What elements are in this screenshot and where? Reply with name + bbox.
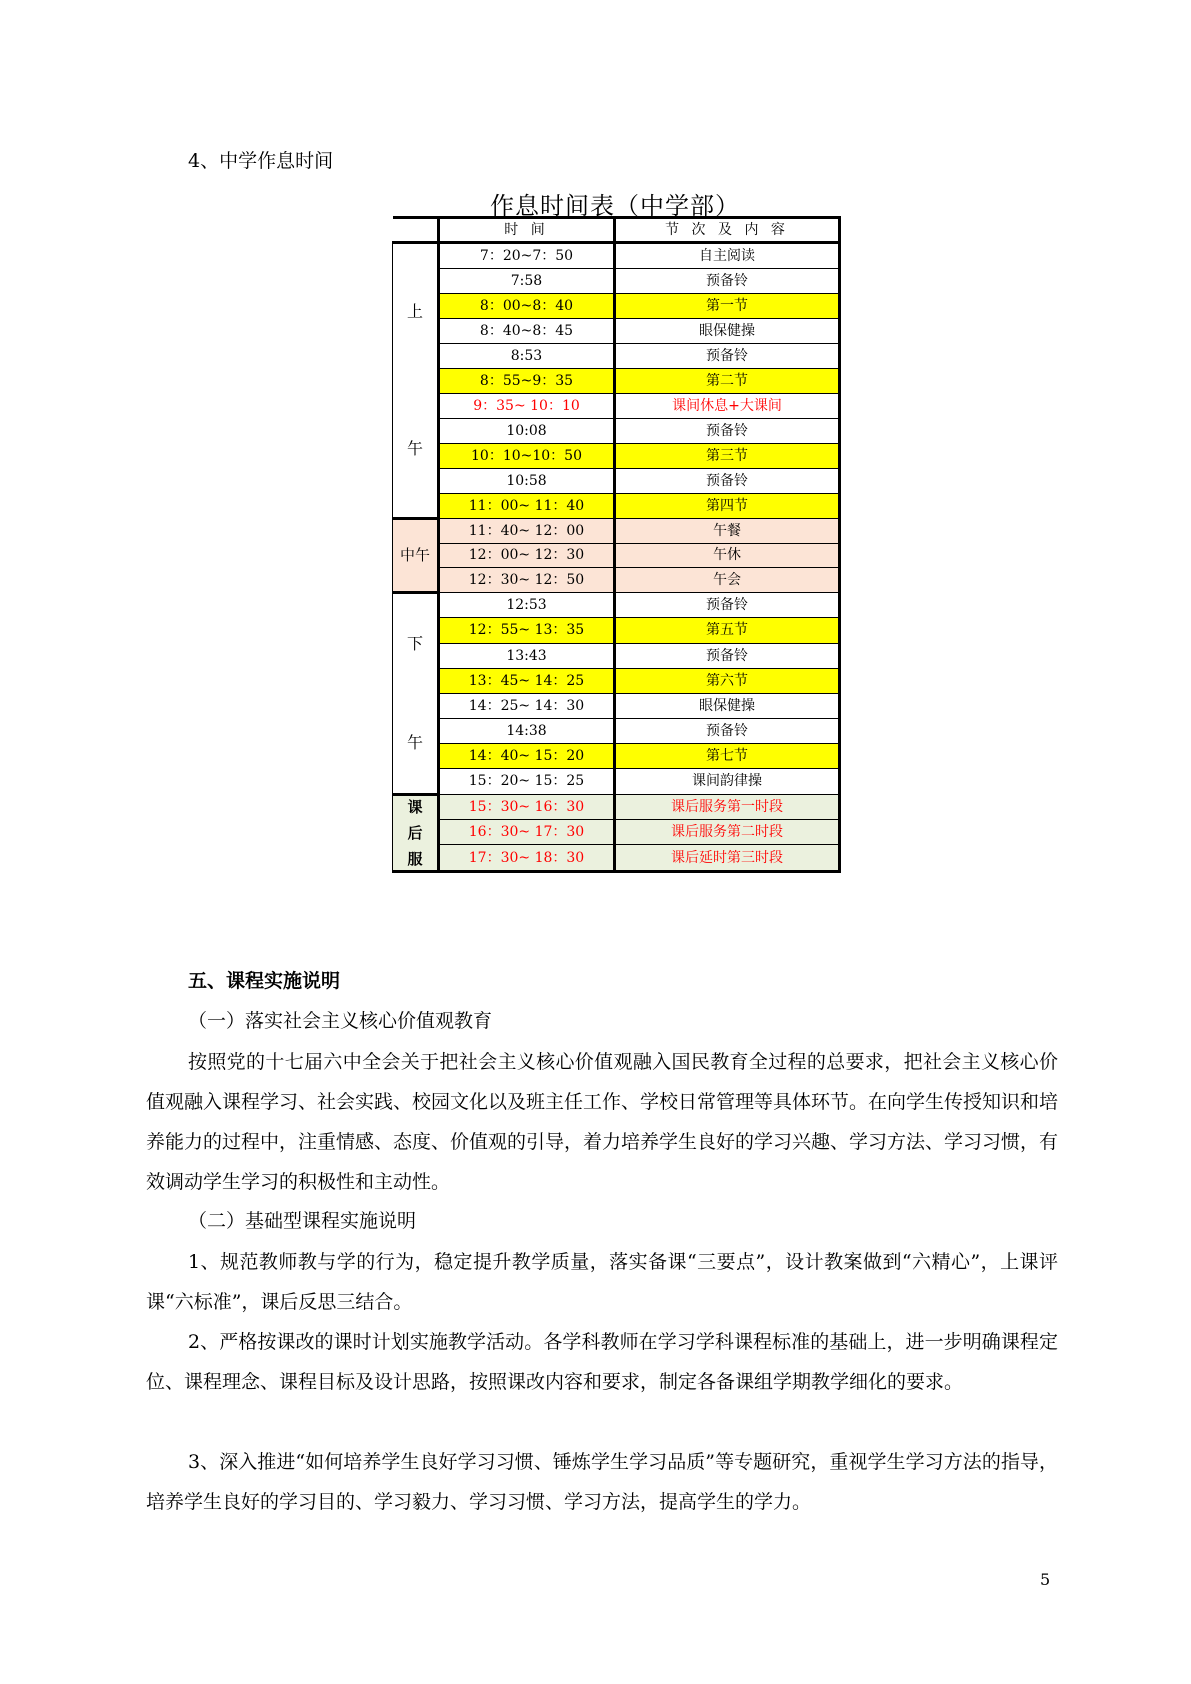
- content-cell: 午休: [615, 543, 840, 568]
- table-row: [393, 318, 840, 343]
- content-cell: 预备铃: [615, 719, 840, 744]
- time-cell: 9：35~ 10：10: [439, 393, 615, 418]
- table-header-row: [393, 218, 840, 243]
- time-cell: 8：00~8：40: [439, 293, 615, 318]
- content-cell: 午餐: [615, 518, 840, 543]
- header-content: 节 次 及 内 容: [615, 218, 840, 243]
- table-row: [393, 719, 840, 744]
- section5-para1: 按照党的十七届六中全会关于把社会主义核心价值观融入国民教育全过程的总要求，把社会主义核心价值观融入课程学习、社会实践、校园文化以及班主任工作、学校日常管理等具体环节。在向学生传授知识和培养能力的过程中，注重情感、态度、价值观的引导，着力培养学生良好的学习兴趣、学习方法、学习习惯，有效调动学生学习的积极性和主动性。: [146, 1051, 1059, 1193]
- content-cell: 第四节: [615, 493, 840, 518]
- section5-item3: 3、深入推进“如何培养学生良好学习习惯、锤炼学生学习品质”等专题研究，重视学生学习方法的指导，培养学生良好的学习目的、学习毅力、学习习惯、学习方法，提高学生的学力。: [146, 1451, 1058, 1513]
- content-cell: 第一节: [615, 293, 840, 318]
- content-cell: 预备铃: [615, 418, 840, 443]
- table-row: [393, 268, 840, 293]
- table-row: [393, 468, 840, 493]
- table-row: [393, 293, 840, 318]
- content-cell: 课后延时第三时段: [615, 845, 840, 871]
- table-row: [393, 668, 840, 693]
- section5-item2: 2、严格按课改的课时计划实施教学活动。各学科教师在学习学科课程标准的基础上，进一步明确课程定位、课程理念、课程目标及设计思路，按照课改内容和要求，制定各备课组学期教学细化的要求。: [146, 1331, 1058, 1393]
- time-cell: 10：10~10：50: [439, 443, 615, 468]
- content-cell: 课间韵律操: [615, 769, 840, 794]
- time-cell: 11：00~ 11：40: [439, 493, 615, 518]
- table-row: [393, 243, 840, 269]
- content-cell: 眼保健操: [615, 693, 840, 718]
- table-row: [393, 368, 840, 393]
- time-cell: 11：40~ 12：00: [439, 518, 615, 543]
- time-cell: 10:58: [439, 468, 615, 493]
- period-label-after-school: [393, 794, 439, 871]
- time-cell: 7:58: [439, 268, 615, 293]
- section5-item1: 1、规范教师教与学的行为，稳定提升教学质量，落实备课“三要点”，设计教案做到“六精心”，上课评课“六标准”，课后反思三结合。: [146, 1251, 1058, 1313]
- content-cell: 预备铃: [615, 468, 840, 493]
- time-cell: 8：40~8：45: [439, 318, 615, 343]
- period-char: 课: [407, 797, 423, 816]
- table-row: [393, 343, 840, 368]
- section5-sub2: （二）基础型课程实施说明: [188, 1210, 417, 1232]
- time-cell: 15：30~ 16：30: [439, 794, 615, 819]
- content-cell: 第二节: [615, 368, 840, 393]
- page-number: 5: [1040, 1570, 1051, 1589]
- time-cell: 16：30~ 17：30: [439, 820, 615, 845]
- time-cell: 14：25~ 14：30: [439, 693, 615, 718]
- content-cell: 第七节: [615, 744, 840, 769]
- content-cell: 午会: [615, 568, 840, 593]
- time-cell: 12：30~ 12：50: [439, 568, 615, 593]
- section5-title: 五、课程实施说明: [188, 970, 341, 992]
- table-row: [393, 845, 840, 871]
- table-row: [393, 493, 840, 518]
- section-heading: 4、中学作息时间: [188, 150, 334, 172]
- time-cell: 12：55~ 13：35: [439, 618, 615, 643]
- content-cell: 课后服务第一时段: [615, 794, 840, 819]
- content-cell: 预备铃: [615, 643, 840, 668]
- period-char: 服: [407, 849, 423, 868]
- schedule-table: [392, 216, 841, 873]
- period-label-noon: 中午: [393, 518, 439, 592]
- table-row: [393, 769, 840, 794]
- content-cell: 第六节: [615, 668, 840, 693]
- table-row: [393, 443, 840, 468]
- time-cell: 17：30~ 18：30: [439, 845, 615, 871]
- content-cell: 自主阅读: [615, 243, 840, 269]
- period-char: 上: [406, 302, 423, 322]
- section5-sub1: （一）落实社会主义核心价值观教育: [188, 1010, 493, 1032]
- content-cell: 预备铃: [615, 268, 840, 293]
- content-cell: 课后服务第二时段: [615, 820, 840, 845]
- time-cell: 7：20~7：50: [439, 243, 615, 269]
- table-row: [393, 393, 840, 418]
- table-row: [393, 568, 840, 593]
- content-cell: 课间休息+大课间: [615, 393, 840, 418]
- table-row: [393, 543, 840, 568]
- time-cell: 8:53: [439, 343, 615, 368]
- header-period: [393, 218, 439, 243]
- time-cell: 14:38: [439, 719, 615, 744]
- period-char: 下: [406, 633, 423, 653]
- table-row: [393, 820, 840, 845]
- table-row: [393, 418, 840, 443]
- table-row: [393, 618, 840, 643]
- time-cell: 12:53: [439, 593, 615, 618]
- table-row: [393, 643, 840, 668]
- period-label-morning: [393, 243, 439, 519]
- time-cell: 12：00~ 12：30: [439, 543, 615, 568]
- table-row: [393, 744, 840, 769]
- header-time: 时 间: [439, 218, 615, 243]
- table-row: [393, 794, 840, 819]
- time-cell: 14：40~ 15：20: [439, 744, 615, 769]
- content-cell: 第三节: [615, 443, 840, 468]
- time-cell: 13：45~ 14：25: [439, 668, 615, 693]
- period-label-afternoon: [393, 593, 439, 794]
- time-cell: 8：55~9：35: [439, 368, 615, 393]
- content-cell: 预备铃: [615, 343, 840, 368]
- time-cell: 13:43: [439, 643, 615, 668]
- table-title: 作息时间表（中学部）: [490, 192, 740, 220]
- time-cell: 10:08: [439, 418, 615, 443]
- content-cell: 第五节: [615, 618, 840, 643]
- time-cell: 15：20~ 15：25: [439, 769, 615, 794]
- table-row: [393, 518, 840, 543]
- period-char: 后: [407, 823, 423, 842]
- content-cell: 预备铃: [615, 593, 840, 618]
- content-cell: 眼保健操: [615, 318, 840, 343]
- table-row: [393, 593, 840, 618]
- period-char: 午: [406, 732, 423, 752]
- period-char: 午: [406, 438, 423, 458]
- table-row: [393, 693, 840, 718]
